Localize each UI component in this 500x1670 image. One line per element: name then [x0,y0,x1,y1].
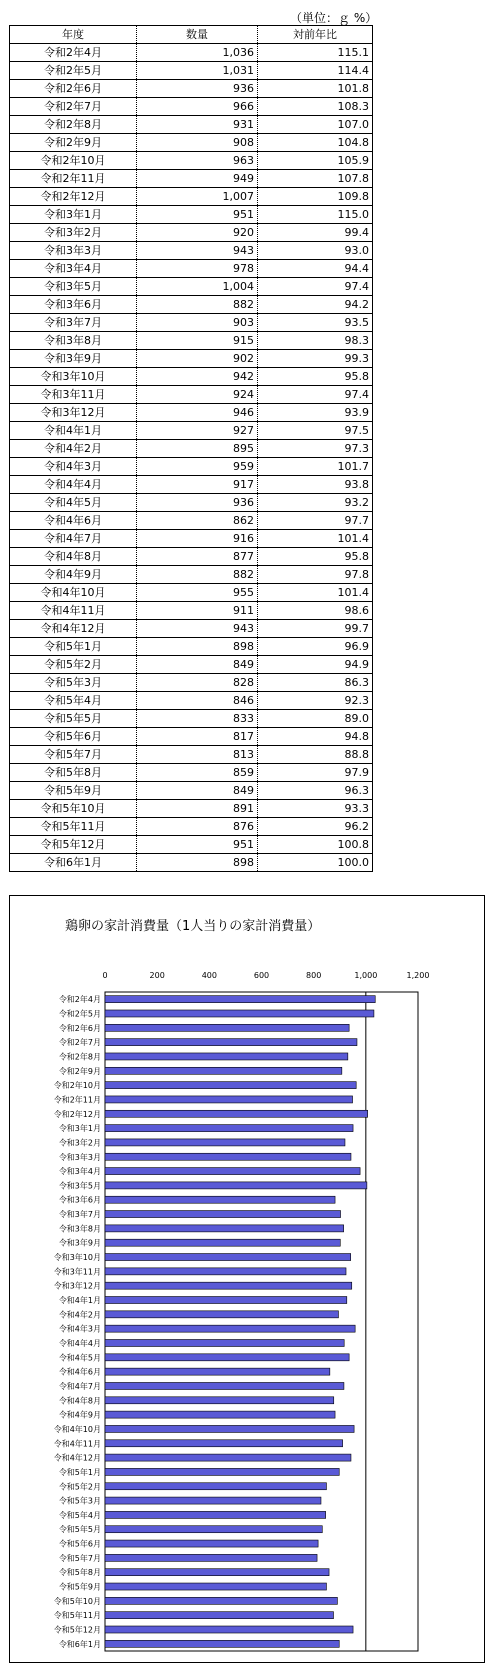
category-label: 令和5年9月 [58,1582,101,1592]
cell-quantity: 915 [137,332,258,350]
cell-yoy: 93.2 [258,494,373,512]
cell-quantity: 903 [137,314,258,332]
bar [105,1010,374,1017]
cell-yoy: 99.3 [258,350,373,368]
x-tick-label: 1,200 [406,971,430,980]
cell-period: 令和4年12月 [10,620,137,638]
cell-yoy: 97.4 [258,278,373,296]
cell-quantity: 1,004 [137,278,258,296]
cell-quantity: 916 [137,530,258,548]
cell-quantity: 846 [137,692,258,710]
cell-yoy: 93.9 [258,404,373,422]
category-label: 令和4年7月 [58,1381,101,1391]
cell-yoy: 97.7 [258,512,373,530]
category-label: 令和5年7月 [58,1553,101,1563]
cell-yoy: 101.8 [258,80,373,98]
cell-yoy: 101.4 [258,530,373,548]
cell-quantity: 949 [137,170,258,188]
x-tick-label: 0 [102,971,108,980]
cell-yoy: 89.0 [258,710,373,728]
bar [105,1540,318,1547]
cell-quantity: 898 [137,854,258,872]
category-label: 令和2年5月 [58,1009,101,1019]
category-label: 令和5年8月 [58,1568,101,1578]
bar [105,1583,326,1590]
cell-yoy: 97.8 [258,566,373,584]
cell-yoy: 95.8 [258,548,373,566]
cell-period: 令和2年7月 [10,98,137,116]
table-row [10,314,373,332]
cell-period: 令和5年8月 [10,764,137,782]
category-label: 令和4年3月 [58,1324,101,1334]
cell-quantity: 959 [137,458,258,476]
cell-period: 令和4年10月 [10,584,137,602]
cell-quantity: 817 [137,728,258,746]
cell-yoy: 96.3 [258,782,373,800]
cell-period: 令和3年5月 [10,278,137,296]
cell-yoy: 114.4 [258,62,373,80]
x-tick-label: 400 [201,971,217,980]
cell-yoy: 98.6 [258,602,373,620]
header-yoy: 対前年比 [258,26,373,44]
category-label: 令和2年7月 [58,1038,101,1048]
cell-yoy: 94.9 [258,656,373,674]
cell-yoy: 98.3 [258,332,373,350]
cell-quantity: 951 [137,206,258,224]
bar [105,1196,335,1203]
cell-quantity: 882 [137,296,258,314]
cell-yoy: 99.4 [258,224,373,242]
category-label: 令和4年4月 [58,1338,101,1348]
chart-panel [9,895,485,1663]
bar [105,1368,330,1375]
category-label: 令和5年4月 [58,1510,101,1520]
bar [105,1454,351,1461]
cell-yoy: 105.9 [258,152,373,170]
cell-yoy: 101.4 [258,584,373,602]
bar [105,1569,329,1576]
cell-period: 令和5年1月 [10,638,137,656]
cell-period: 令和3年4月 [10,260,137,278]
cell-period: 令和2年10月 [10,152,137,170]
bar [105,1125,353,1132]
cell-yoy: 94.8 [258,728,373,746]
cell-yoy: 101.7 [258,458,373,476]
table-row [10,512,373,530]
category-label: 令和4年10月 [53,1424,101,1434]
cell-yoy: 97.5 [258,422,373,440]
table-row [10,332,373,350]
cell-quantity: 833 [137,710,258,728]
bar [105,1612,333,1619]
bar [105,1297,347,1304]
category-label: 令和3年2月 [58,1138,101,1148]
cell-period: 令和5年12月 [10,836,137,854]
category-label: 令和2年12月 [53,1109,101,1119]
cell-quantity: 946 [137,404,258,422]
bar [105,1468,339,1475]
category-label: 令和4年1月 [58,1296,101,1306]
cell-yoy: 96.9 [258,638,373,656]
cell-period: 令和3年6月 [10,296,137,314]
category-label: 令和4年8月 [58,1396,101,1406]
cell-quantity: 966 [137,98,258,116]
cell-yoy: 115.1 [258,44,373,62]
x-tick-label: 600 [253,971,270,980]
data-table [9,25,373,872]
table-row [10,710,373,728]
cell-yoy: 95.8 [258,368,373,386]
cell-quantity: 891 [137,800,258,818]
bar [105,1225,344,1232]
cell-quantity: 955 [137,584,258,602]
cell-yoy: 86.3 [258,674,373,692]
bar [105,1640,339,1647]
cell-period: 令和2年12月 [10,188,137,206]
table-row [10,584,373,602]
table-row [10,440,373,458]
cell-quantity: 876 [137,818,258,836]
table-row [10,800,373,818]
table-row [10,242,373,260]
table-row [10,80,373,98]
table-row [10,458,373,476]
cell-period: 令和5年9月 [10,782,137,800]
table-row [10,530,373,548]
cell-period: 令和4年6月 [10,512,137,530]
cell-quantity: 828 [137,674,258,692]
bar [105,1597,337,1604]
table-row [10,638,373,656]
cell-quantity: 924 [137,386,258,404]
table-row [10,368,373,386]
cell-yoy: 88.8 [258,746,373,764]
unit-label: （単位：ｇ %） [290,11,378,25]
category-label: 令和2年11月 [53,1095,101,1105]
cell-yoy: 94.4 [258,260,373,278]
cell-period: 令和5年7月 [10,746,137,764]
category-label: 令和5年6月 [58,1539,101,1549]
category-label: 令和4年2月 [58,1310,101,1320]
table-row [10,620,373,638]
cell-period: 令和3年10月 [10,368,137,386]
table-row [10,188,373,206]
cell-period: 令和5年4月 [10,692,137,710]
category-label: 令和5年12月 [53,1625,101,1635]
cell-period: 令和3年9月 [10,350,137,368]
cell-yoy: 100.8 [258,836,373,854]
cell-period: 令和3年7月 [10,314,137,332]
table-row [10,296,373,314]
table-row [10,494,373,512]
category-label: 令和6年1月 [58,1639,101,1649]
cell-period: 令和4年9月 [10,566,137,584]
header-quantity: 数量 [137,26,258,44]
cell-yoy: 109.8 [258,188,373,206]
category-label: 令和5年1月 [58,1467,101,1477]
category-label: 令和3年6月 [58,1195,101,1205]
bar [105,1110,368,1117]
cell-period: 令和4年1月 [10,422,137,440]
table-row [10,728,373,746]
bar [105,1325,355,1332]
cell-quantity: 862 [137,512,258,530]
cell-quantity: 882 [137,566,258,584]
cell-period: 令和3年8月 [10,332,137,350]
table-row [10,206,373,224]
table-row [10,548,373,566]
cell-quantity: 951 [137,836,258,854]
bar [105,1067,342,1074]
table-row [10,692,373,710]
category-label: 令和3年7月 [58,1210,101,1220]
category-label: 令和3年9月 [58,1238,101,1248]
category-label: 令和3年1月 [58,1124,101,1134]
category-label: 令和5年3月 [58,1496,101,1506]
cell-yoy: 99.7 [258,620,373,638]
cell-yoy: 97.3 [258,440,373,458]
cell-period: 令和2年11月 [10,170,137,188]
cell-quantity: 936 [137,80,258,98]
cell-period: 令和4年11月 [10,602,137,620]
cell-period: 令和5年2月 [10,656,137,674]
table-row [10,746,373,764]
cell-yoy: 92.3 [258,692,373,710]
table-row [10,224,373,242]
cell-period: 令和2年6月 [10,80,137,98]
category-label: 令和4年12月 [53,1453,101,1463]
table-row [10,836,373,854]
category-label: 令和5年11月 [53,1611,101,1621]
table-row [10,602,373,620]
bar [105,1024,349,1031]
cell-quantity: 911 [137,602,258,620]
bar [105,1168,360,1175]
bar [105,1511,326,1518]
cell-period: 令和4年8月 [10,548,137,566]
bar [105,1397,334,1404]
category-label: 令和5年10月 [53,1596,101,1606]
cell-yoy: 97.9 [258,764,373,782]
bar [105,1082,356,1089]
bar-chart [10,896,484,1662]
table-row [10,134,373,152]
cell-quantity: 895 [137,440,258,458]
table-row [10,656,373,674]
table-row [10,152,373,170]
bar [105,1425,354,1432]
cell-period: 令和4年7月 [10,530,137,548]
cell-period: 令和5年11月 [10,818,137,836]
bar [105,1354,349,1361]
table-row [10,260,373,278]
table-row [10,566,373,584]
table-row [10,44,373,62]
category-label: 令和3年10月 [53,1253,101,1263]
plot-area [105,992,418,1651]
category-label: 令和4年6月 [58,1367,101,1377]
cell-period: 令和3年11月 [10,386,137,404]
cell-quantity: 1,031 [137,62,258,80]
category-label: 令和4年11月 [53,1439,101,1449]
table-row [10,350,373,368]
cell-quantity: 813 [137,746,258,764]
table-row [10,854,373,872]
table-row [10,62,373,80]
table-row [10,278,373,296]
bar [105,1483,326,1490]
cell-yoy: 115.0 [258,206,373,224]
cell-yoy: 108.3 [258,98,373,116]
cell-quantity: 917 [137,476,258,494]
bar [105,1239,340,1246]
cell-yoy: 100.0 [258,854,373,872]
bar [105,996,375,1003]
chart-title: 鶏卵の家計消費量（1人当りの家計消費量） [65,919,321,934]
category-label: 令和3年5月 [58,1181,101,1191]
table-row [10,386,373,404]
category-label: 令和3年11月 [53,1267,101,1277]
bar [105,1153,351,1160]
cell-yoy: 107.0 [258,116,373,134]
cell-period: 令和6年1月 [10,854,137,872]
cell-quantity: 902 [137,350,258,368]
cell-period: 令和4年2月 [10,440,137,458]
cell-period: 令和5年6月 [10,728,137,746]
cell-quantity: 927 [137,422,258,440]
cell-period: 令和2年8月 [10,116,137,134]
bar [105,1526,322,1533]
cell-period: 令和2年4月 [10,44,137,62]
bar [105,1139,345,1146]
cell-yoy: 93.0 [258,242,373,260]
category-label: 令和2年6月 [58,1023,101,1033]
table-row [10,476,373,494]
x-tick-label: 800 [306,971,322,980]
cell-period: 令和2年5月 [10,62,137,80]
category-label: 令和4年9月 [58,1410,101,1420]
cell-period: 令和4年4月 [10,476,137,494]
cell-period: 令和2年9月 [10,134,137,152]
bar [105,1268,346,1275]
category-label: 令和4年5月 [58,1353,101,1363]
category-label: 令和2年8月 [58,1052,101,1062]
bar [105,1039,357,1046]
cell-yoy: 96.2 [258,818,373,836]
category-label: 令和3年12月 [53,1281,101,1291]
cell-quantity: 978 [137,260,258,278]
table-row [10,782,373,800]
cell-quantity: 936 [137,494,258,512]
table-header-row [10,26,373,44]
category-label: 令和5年2月 [58,1482,101,1492]
cell-quantity: 1,036 [137,44,258,62]
bar [105,1411,335,1418]
category-label: 令和3年8月 [58,1224,101,1234]
category-label: 令和3年4月 [58,1167,101,1177]
table-row [10,404,373,422]
bar [105,1626,353,1633]
cell-quantity: 859 [137,764,258,782]
cell-quantity: 931 [137,116,258,134]
table-row [10,170,373,188]
table-row [10,674,373,692]
cell-period: 令和5年10月 [10,800,137,818]
cell-quantity: 943 [137,242,258,260]
cell-quantity: 943 [137,620,258,638]
x-tick-label: 1,000 [354,971,378,980]
cell-period: 令和5年5月 [10,710,137,728]
table-row [10,116,373,134]
bar [105,1440,343,1447]
cell-period: 令和3年12月 [10,404,137,422]
cell-quantity: 898 [137,638,258,656]
cell-period: 令和3年2月 [10,224,137,242]
bar [105,1254,351,1261]
table-row [10,764,373,782]
cell-quantity: 920 [137,224,258,242]
cell-period: 令和4年5月 [10,494,137,512]
cell-yoy: 97.4 [258,386,373,404]
bar [105,1053,348,1060]
cell-period: 令和5年3月 [10,674,137,692]
cell-yoy: 93.3 [258,800,373,818]
category-label: 令和2年10月 [53,1081,101,1091]
bar [105,1382,344,1389]
table-row [10,98,373,116]
cell-quantity: 908 [137,134,258,152]
bar [105,1282,352,1289]
x-tick-label: 200 [149,971,165,980]
cell-period: 令和3年3月 [10,242,137,260]
cell-yoy: 107.8 [258,170,373,188]
cell-quantity: 849 [137,782,258,800]
cell-quantity: 942 [137,368,258,386]
category-label: 令和5年5月 [58,1525,101,1535]
cell-yoy: 93.8 [258,476,373,494]
category-label: 令和2年9月 [58,1066,101,1076]
bar [105,1554,317,1561]
cell-quantity: 849 [137,656,258,674]
cell-yoy: 104.8 [258,134,373,152]
category-label: 令和3年3月 [58,1152,101,1162]
cell-yoy: 94.2 [258,296,373,314]
bar [105,1339,344,1346]
bar [105,1311,338,1318]
bar [105,1497,321,1504]
bar [105,1182,367,1189]
bar [105,1096,353,1103]
bar [105,1211,341,1218]
cell-yoy: 93.5 [258,314,373,332]
category-label: 令和2年4月 [58,995,101,1005]
cell-period: 令和3年1月 [10,206,137,224]
cell-period: 令和4年3月 [10,458,137,476]
header-period: 年度 [10,26,137,44]
cell-quantity: 877 [137,548,258,566]
cell-quantity: 963 [137,152,258,170]
table-row [10,422,373,440]
cell-quantity: 1,007 [137,188,258,206]
table-row [10,818,373,836]
